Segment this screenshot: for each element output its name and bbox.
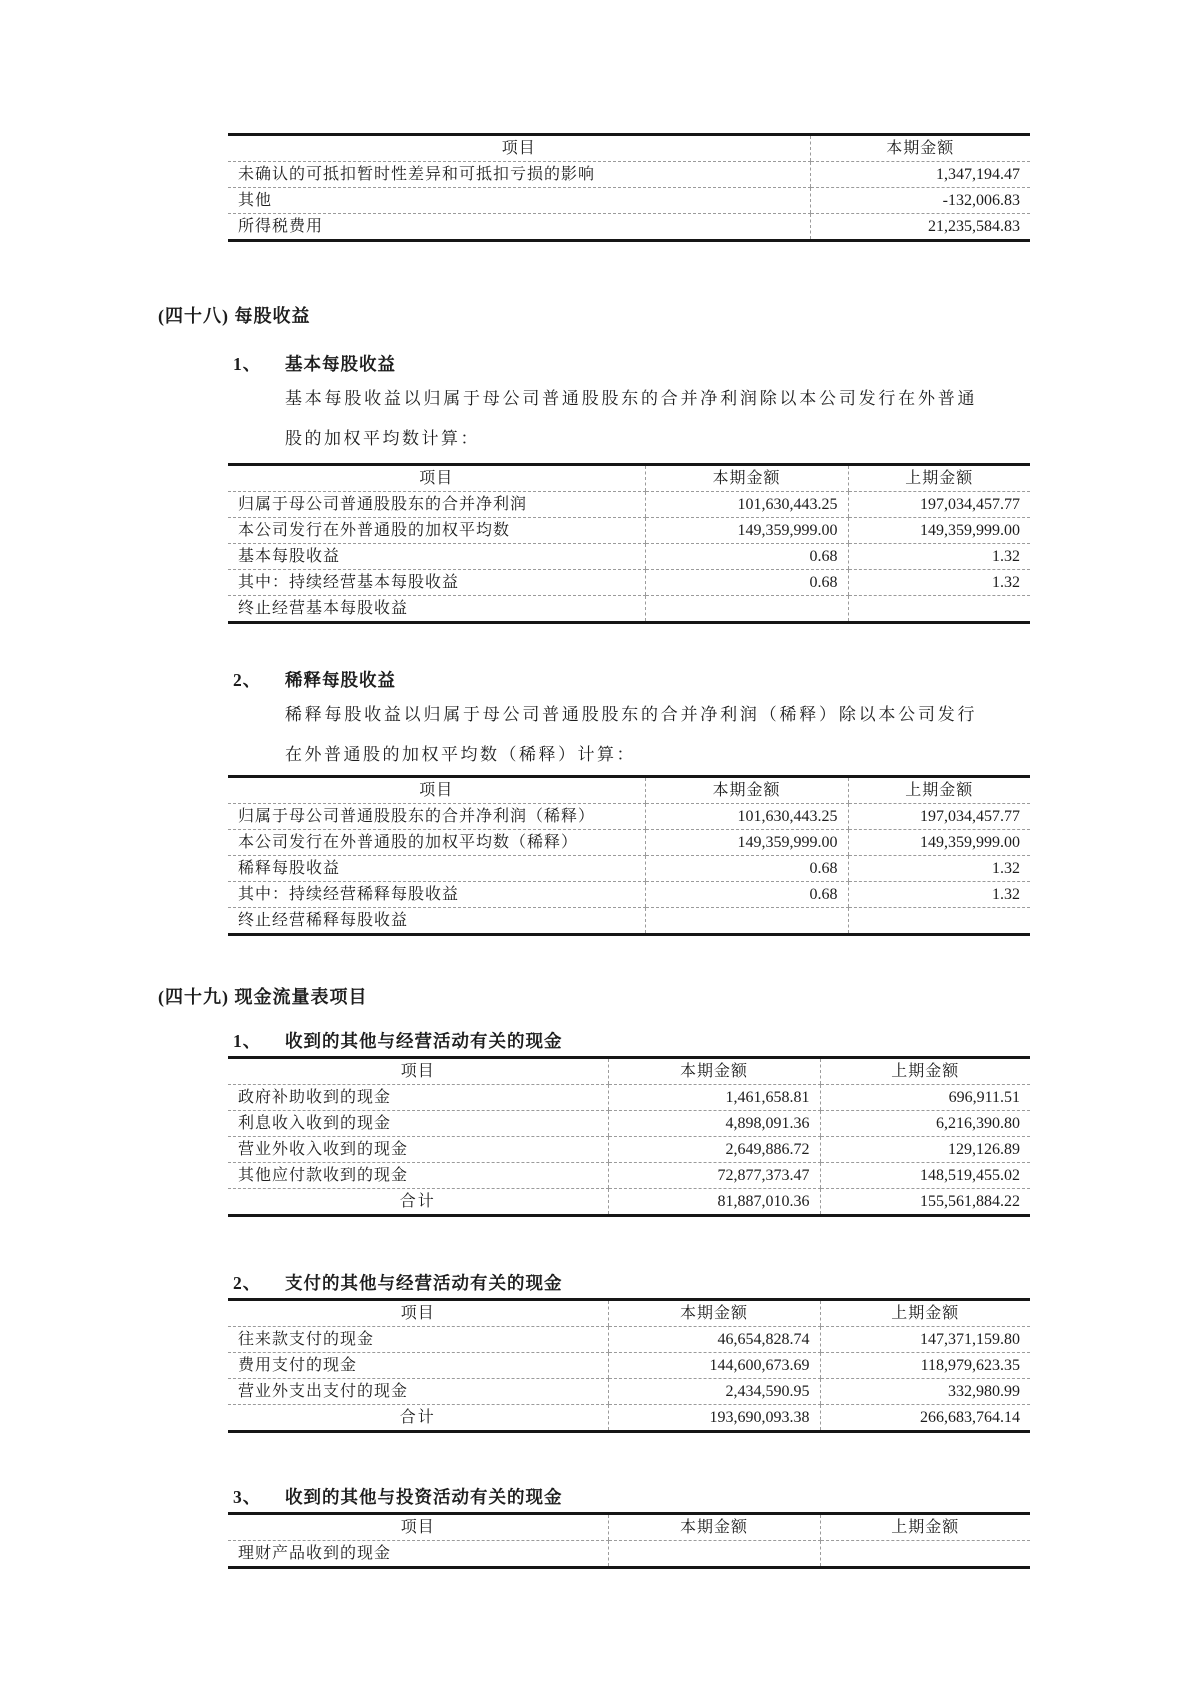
prior-amount-cell: 197,034,457.77	[848, 804, 1030, 830]
current-amount-cell: 144,600,673.69	[608, 1353, 820, 1379]
current-amount-cell: 101,630,443.25	[645, 492, 848, 518]
subheading-title: 收到的其他与投资活动有关的现金	[285, 1487, 563, 1507]
prior-amount-cell: 118,979,623.35	[820, 1353, 1030, 1379]
table-row	[228, 492, 1030, 518]
prior-amount-cell: 149,359,999.00	[848, 830, 1030, 856]
subheading-number: 2、	[233, 670, 262, 690]
item-label-cell: 终止经营稀释每股收益	[238, 912, 409, 929]
current-amount-header: 本期金额	[608, 1300, 820, 1327]
subheading-number: 1、	[233, 1031, 262, 1051]
current-amount-header: 本期金额	[645, 777, 848, 804]
header-row	[228, 465, 1030, 492]
header-row	[228, 777, 1030, 804]
current-amount-cell: 2,649,886.72	[608, 1137, 820, 1163]
table-row	[228, 1541, 1030, 1568]
table-row	[228, 214, 1030, 241]
item-label-cell: 其中：持续经营基本每股收益	[228, 570, 645, 596]
current-amount-cell: 101,630,443.25	[645, 804, 848, 830]
prior-amount-cell: 1.32	[848, 856, 1030, 882]
cash-paid-operating-subheading	[233, 1270, 1200, 1296]
prior-amount-cell: 1.32	[848, 882, 1030, 908]
tax-expense-table	[228, 133, 1030, 242]
prior-amount-cell: 129,126.89	[820, 1137, 1030, 1163]
item-label-cell: 往来款支付的现金	[228, 1327, 608, 1353]
table-row	[228, 830, 1030, 856]
table-row	[228, 1111, 1030, 1137]
prior-amount-cell: 1.32	[848, 570, 1030, 596]
item-label-cell: 未确认的可抵扣暂时性差异和可抵扣亏损的影响	[228, 162, 810, 188]
item-label-cell: 其他	[228, 188, 810, 214]
cash-paid-operating-table	[228, 1298, 1030, 1433]
table-row	[228, 1353, 1030, 1379]
table-row	[228, 188, 1030, 214]
current-amount-cell: 4,898,091.36	[608, 1111, 820, 1137]
item-label-cell: 政府补助收到的现金	[228, 1085, 608, 1111]
item-label-cell: 营业外支出支付的现金	[228, 1379, 608, 1405]
subheading-title: 支付的其他与经营活动有关的现金	[285, 1273, 563, 1293]
item-label-cell: 所得税费用	[238, 218, 324, 235]
prior-amount-cell: 1.32	[848, 544, 1030, 570]
current-amount-cell: 193,690,093.38	[608, 1405, 820, 1432]
item-column-header: 项目	[228, 1300, 608, 1327]
table-row	[228, 518, 1030, 544]
prior-amount-cell: 6,216,390.80	[820, 1111, 1030, 1137]
item-column-header: 项目	[228, 465, 645, 492]
current-amount-cell: 21,235,584.83	[810, 214, 1030, 241]
table-row	[228, 1379, 1030, 1405]
subheading-number: 2、	[233, 1273, 262, 1293]
item-label-cell: 归属于母公司普通股股东的合并净利润	[228, 492, 645, 518]
current-amount-cell: -132,006.83	[810, 188, 1030, 214]
subheading-number: 3、	[233, 1487, 262, 1507]
table-row	[228, 1163, 1030, 1189]
item-column-header: 项目	[228, 1514, 608, 1541]
subheading-title: 基本每股收益	[285, 354, 396, 374]
prior-amount-header: 上期金额	[848, 777, 1030, 804]
section-49-heading: (四十九) 现金流量表项目	[158, 987, 368, 1007]
prior-amount-cell	[848, 908, 1030, 935]
table-row	[228, 804, 1030, 830]
item-label-cell: 费用支付的现金	[228, 1353, 608, 1379]
current-amount-header: 本期金额	[810, 135, 1030, 162]
table-row	[228, 908, 1030, 935]
item-label-cell: 稀释每股收益	[228, 856, 645, 882]
subheading-title: 收到的其他与经营活动有关的现金	[285, 1031, 563, 1051]
header-row	[228, 1514, 1030, 1541]
subheading-number: 1、	[233, 354, 262, 374]
table-row	[228, 856, 1030, 882]
prior-amount-cell: 332,980.99	[820, 1379, 1030, 1405]
current-amount-cell: 1,347,194.47	[810, 162, 1030, 188]
item-label-cell: 利息收入收到的现金	[228, 1111, 608, 1137]
item-column-header: 项目	[228, 1058, 608, 1085]
current-amount-cell	[608, 1541, 820, 1568]
total-row	[228, 1405, 1030, 1432]
cash-received-operating-table	[228, 1056, 1030, 1217]
total-label-cell: 合计	[399, 1193, 436, 1210]
table-row	[228, 882, 1030, 908]
item-label-cell: 营业外收入收到的现金	[228, 1137, 608, 1163]
basic-eps-paragraph: 基本每股收益以归属于母公司普通股股东的合并净利润除以本公司发行在外普通股的加权平均数计算：	[285, 389, 977, 448]
item-column-header: 项目	[228, 135, 810, 162]
basic-eps-subheading	[233, 351, 1200, 377]
item-label-cell: 理财产品收到的现金	[238, 1545, 392, 1562]
total-row	[228, 1189, 1030, 1216]
cash-received-operating-subheading	[233, 1028, 1200, 1054]
prior-amount-cell: 197,034,457.77	[848, 492, 1030, 518]
current-amount-cell: 0.68	[645, 856, 848, 882]
current-amount-cell: 0.68	[645, 570, 848, 596]
current-amount-header: 本期金额	[608, 1058, 820, 1085]
current-amount-cell: 149,359,999.00	[645, 518, 848, 544]
subheading-title: 稀释每股收益	[285, 670, 396, 690]
current-amount-cell	[645, 596, 848, 623]
cash-received-investing-subheading	[233, 1484, 1200, 1510]
prior-amount-cell: 148,519,455.02	[820, 1163, 1030, 1189]
header-row	[228, 1300, 1030, 1327]
current-amount-header: 本期金额	[608, 1514, 820, 1541]
current-amount-cell: 149,359,999.00	[645, 830, 848, 856]
prior-amount-header: 上期金额	[820, 1058, 1030, 1085]
diluted-eps-subheading	[233, 667, 1200, 693]
basic-eps-table	[228, 463, 1030, 624]
item-label-cell: 本公司发行在外普通股的加权平均数	[228, 518, 645, 544]
prior-amount-cell: 696,911.51	[820, 1085, 1030, 1111]
item-label-cell: 归属于母公司普通股股东的合并净利润（稀释）	[228, 804, 645, 830]
current-amount-cell: 72,877,373.47	[608, 1163, 820, 1189]
table-row	[228, 596, 1030, 623]
header-row	[228, 135, 1030, 162]
diluted-eps-table	[228, 775, 1030, 936]
prior-amount-cell: 155,561,884.22	[820, 1189, 1030, 1216]
prior-amount-cell	[820, 1541, 1030, 1568]
item-label-cell: 本公司发行在外普通股的加权平均数（稀释）	[228, 830, 645, 856]
item-label-cell: 其中：持续经营稀释每股收益	[228, 882, 645, 908]
prior-amount-header: 上期金额	[848, 465, 1030, 492]
current-amount-header: 本期金额	[645, 465, 848, 492]
table-row	[228, 1137, 1030, 1163]
prior-amount-cell: 266,683,764.14	[820, 1405, 1030, 1432]
prior-amount-cell: 149,359,999.00	[848, 518, 1030, 544]
item-label-cell: 基本每股收益	[228, 544, 645, 570]
table-row	[228, 1085, 1030, 1111]
cash-received-investing-table	[228, 1512, 1030, 1569]
current-amount-cell: 81,887,010.36	[608, 1189, 820, 1216]
prior-amount-header: 上期金额	[820, 1514, 1030, 1541]
table-row	[228, 544, 1030, 570]
total-label-cell: 合计	[399, 1409, 436, 1426]
item-label-cell: 其他应付款收到的现金	[228, 1163, 608, 1189]
prior-amount-cell	[848, 596, 1030, 623]
table-row	[228, 1327, 1030, 1353]
current-amount-cell: 0.68	[645, 544, 848, 570]
section-48-heading: (四十八) 每股收益	[158, 306, 311, 326]
prior-amount-header: 上期金额	[820, 1300, 1030, 1327]
table-row	[228, 570, 1030, 596]
item-column-header: 项目	[228, 777, 645, 804]
current-amount-cell: 46,654,828.74	[608, 1327, 820, 1353]
prior-amount-cell: 147,371,159.80	[820, 1327, 1030, 1353]
current-amount-cell: 2,434,590.95	[608, 1379, 820, 1405]
table-row	[228, 162, 1030, 188]
diluted-eps-paragraph: 稀释每股收益以归属于母公司普通股股东的合并净利润（稀释）除以本公司发行在外普通股的加权平均数（稀释）计算：	[285, 705, 977, 764]
header-row	[228, 1058, 1030, 1085]
item-label-cell: 终止经营基本每股收益	[238, 600, 409, 617]
current-amount-cell: 0.68	[645, 882, 848, 908]
current-amount-cell: 1,461,658.81	[608, 1085, 820, 1111]
current-amount-cell	[645, 908, 848, 935]
